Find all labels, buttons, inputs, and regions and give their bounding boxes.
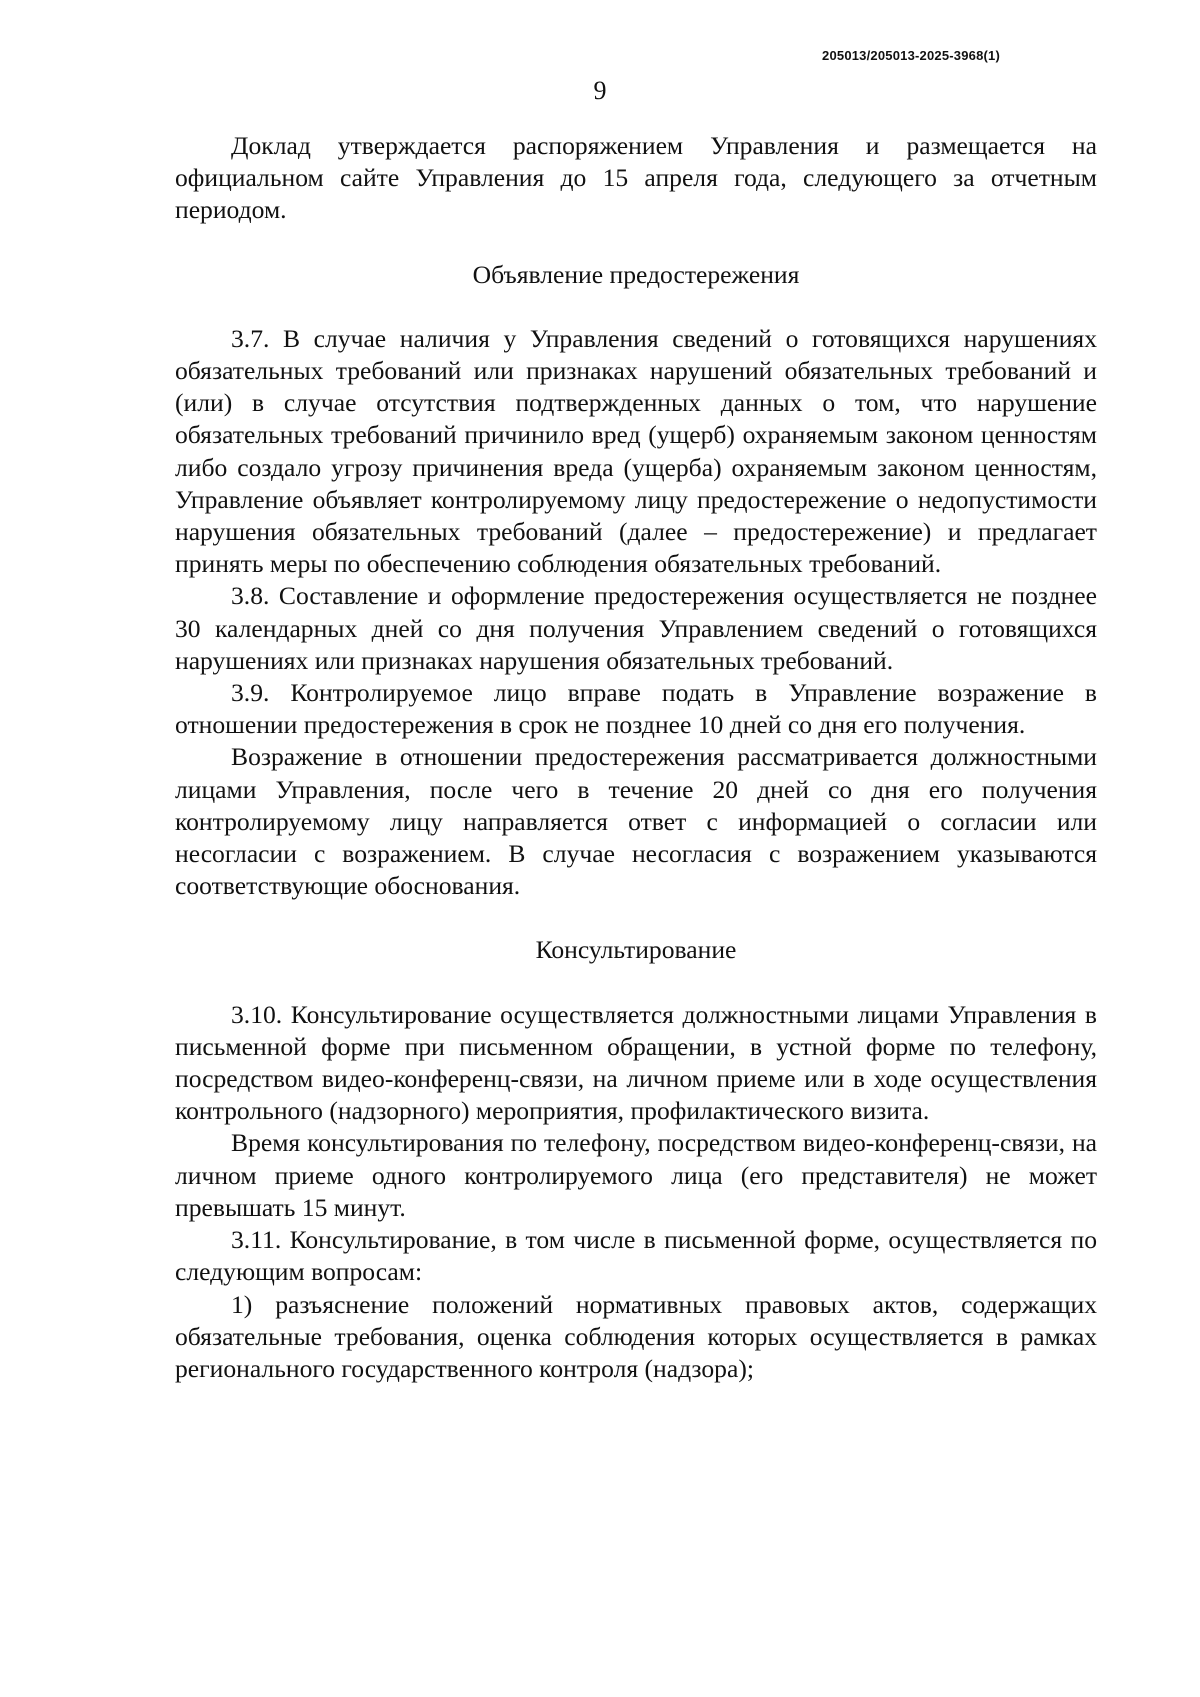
section-title-consulting: Консультирование	[535, 935, 737, 965]
clause-3-7: 3.7. В случае наличия у Управления сведений о готовящихся нарушениях обязательных требований или признаках нарушений обязательных требований и (или) в случае отсутствия подтвержденных данных о том, что нарушение обязательных требований причинило вред (ущерб) охраняемым законом ценностям либо создало угрозу причинения вреда (ущерба) охраняемым законом ценностям, Управление объявляет контролируемому лицу предостережение о недопустимости нарушения обязательных требований (далее – предостережение) и предлагает принять меры по обеспечению соблюдения обязательных требований.	[175, 323, 1097, 579]
document-body	[175, 130, 1097, 1385]
clause-3-10: 3.10. Консультирование осуществляется должностными лицами Управления в письменной форме при письменном обращении, в устной форме по телефону, посредством видео-конференц-связи, на личном приеме или в ходе осуществления контрольного (надзорного) мероприятия, профилактического визита.	[175, 999, 1097, 1126]
clause-3-8: 3.8. Составление и оформление предостережения осуществляется не позднее 30 календарных дней со дня получения Управлением сведений о готовящихся нарушениях или признаках нарушения обязательных требований.	[175, 581, 1097, 675]
clause-3-11: 3.11. Консультирование, в том числе в письменной форме, осуществляется по следующим вопросам:	[175, 1225, 1097, 1287]
clause-3-9-objection: Возражение в отношении предостережения рассматривается должностными лицами Управления, после чего в течение 20 дней со дня его получения контролируемому лицу направляется ответ с информацией о согласии или несогласии с возражением. В случае несогласия с возражением указываются соответствующие обоснования.	[175, 742, 1097, 901]
section-title-warning: Объявление предостережения	[472, 259, 800, 289]
clause-3-11-item-1: 1) разъяснение положений нормативных правовых актов, содержащих обязательные требования, оценка соблюдения которых осуществляется в рамках регионального государственного контроля (надзора);	[175, 1289, 1097, 1383]
document-registration-number: 205013/205013-2025-3968(1)	[822, 48, 1000, 63]
clause-3-9: 3.9. Контролируемое лицо вправе подать в Управление возражение в отношении предостережения в срок не позднее 10 дней со дня его получения.	[175, 678, 1097, 740]
page-number: 9	[593, 76, 607, 105]
clause-3-10-time-limit: Время консультирования по телефону, посредством видео-конференц-связи, на личном приеме одного контролируемого лица (его представителя) не может превышать 15 минут.	[175, 1128, 1097, 1222]
intro-paragraph: Доклад утверждается распоряжением Управления и размещается на официальном сайте Управления до 15 апреля года, следующего за отчетным периодом.	[175, 131, 1097, 225]
